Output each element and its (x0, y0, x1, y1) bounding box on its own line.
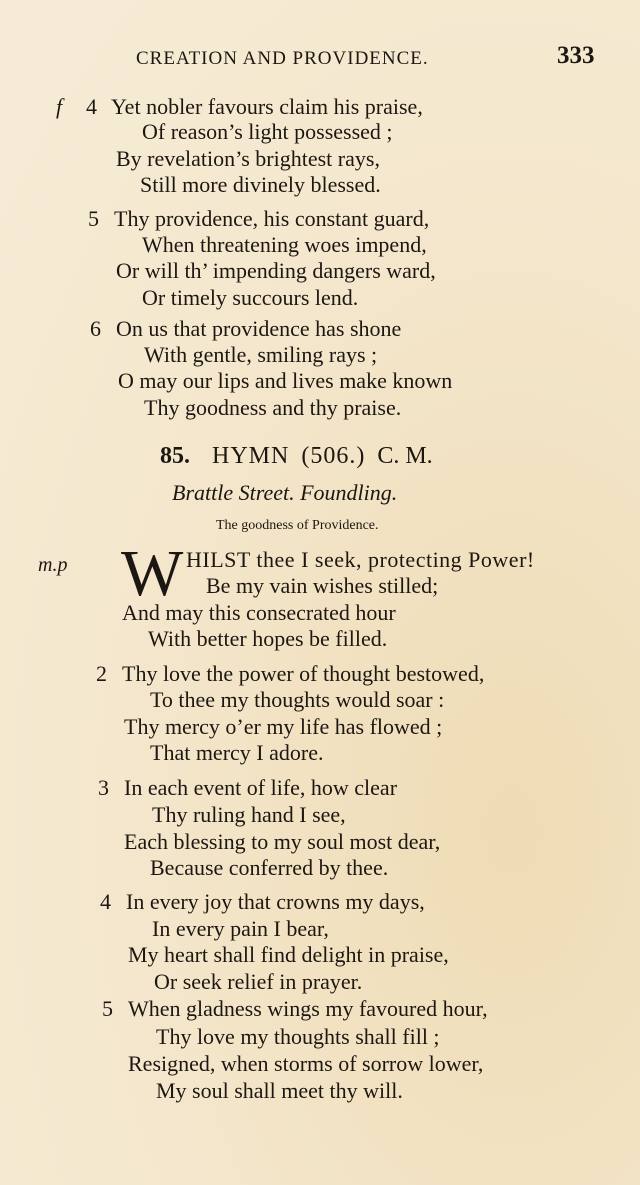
verse-line: That mercy I adore. (150, 740, 324, 765)
verse-line: Or seek relief in prayer. (154, 969, 363, 994)
verse-line: O may our lips and lives make known (118, 368, 453, 393)
running-head: CREATION AND PROVIDENCE. (136, 48, 429, 69)
verse-line: Yet nobler favours claim his praise, (111, 94, 423, 119)
drop-cap: W (121, 537, 184, 610)
stanza-number: 3 (98, 775, 109, 800)
dynamic-mark-mezzo-piano: m.p (38, 554, 68, 576)
tune-names: Brattle Street. Foundling. (172, 480, 398, 505)
verse-line: Thy love my thoughts shall fill ; (156, 1024, 440, 1049)
stanza-number: 4 (86, 94, 97, 119)
verse-line: And may this consecrated hour (122, 600, 396, 625)
page-number: 333 (557, 42, 595, 69)
verse-line: When threatening woes impend, (142, 232, 427, 257)
stanza-number: 5 (102, 996, 113, 1021)
stanza-number: 4 (100, 889, 111, 914)
verse-line: Be my vain wishes stilled; (206, 573, 439, 598)
verse-line: Still more divinely blessed. (140, 172, 381, 197)
verse-line: Or timely succours lend. (142, 285, 359, 310)
hymn-subject: The goodness of Providence. (216, 518, 379, 533)
verse-line: When gladness wings my favoured hour, (128, 996, 488, 1021)
verse-line: Each blessing to my soul most dear, (124, 829, 441, 854)
verse-line: By revelation’s brightest rays, (116, 146, 380, 171)
verse-line: Of reason’s light possessed ; (142, 119, 393, 144)
page-header (0, 42, 640, 78)
verse-line: With better hopes be filled. (148, 626, 388, 651)
stanza-number: 5 (88, 206, 99, 231)
dynamic-mark-forte: f (56, 94, 63, 119)
hymn-label: HYMN (212, 443, 290, 469)
verse-line: Thy goodness and thy praise. (144, 395, 402, 420)
stanza-number: 6 (90, 316, 101, 341)
verse-line: With gentle, smiling rays ; (144, 342, 378, 367)
hymn-meter: C. M. (377, 443, 433, 469)
verse-line: In each event of life, how clear (124, 775, 398, 800)
verse-line: Because conferred by thee. (150, 855, 389, 880)
verse-line: In every pain I bear, (152, 916, 329, 941)
verse-line: Or will th’ impending dangers ward, (116, 258, 436, 283)
verse-line: Thy mercy o’er my life has flowed ; (124, 714, 443, 739)
verse-line: Thy ruling hand I see, (152, 802, 346, 827)
verse-line: Resigned, when storms of sorrow lower, (128, 1051, 484, 1076)
verse-line: To thee my thoughts would soar : (150, 687, 445, 712)
verse-line: On us that providence has shone (116, 316, 402, 341)
verse-line: Thy love the power of thought bestowed, (122, 661, 485, 686)
verse-line: My soul shall meet thy will. (156, 1078, 403, 1103)
hymn-heading (160, 443, 433, 470)
verse-line: My heart shall find delight in praise, (128, 942, 449, 967)
hymn-number: 85. (160, 443, 190, 469)
verse-line: Thy providence, his constant guard, (114, 206, 430, 231)
verse-line: In every joy that crowns my days, (126, 889, 425, 914)
hymn-reference: (506.) (301, 443, 366, 469)
stanza-number: 2 (96, 661, 107, 686)
verse-line: HILST thee I seek, protecting Power! (186, 547, 535, 572)
